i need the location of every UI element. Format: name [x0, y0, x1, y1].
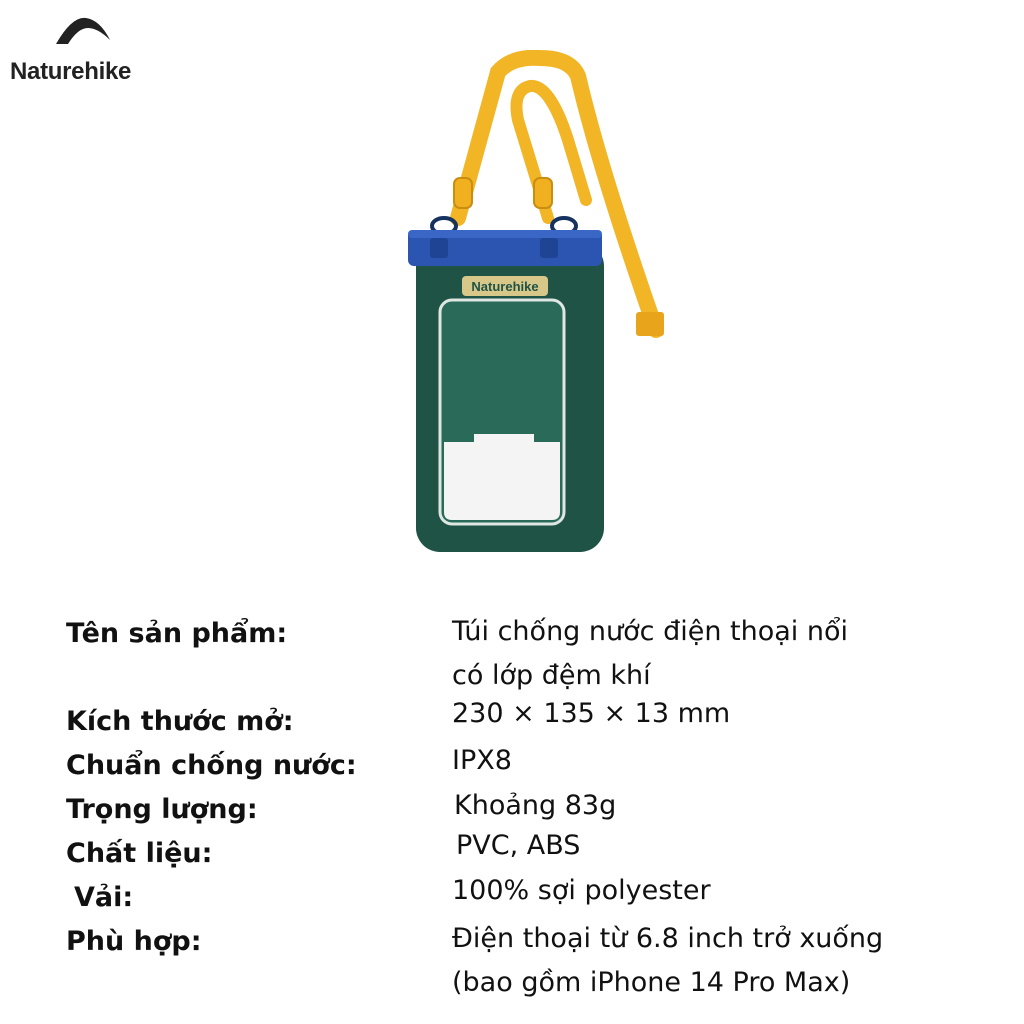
spec-value-name-line2: có lớp đệm khí: [452, 660, 651, 691]
brand-logo-text: Naturehike: [10, 58, 132, 85]
pouch-window: [440, 300, 564, 524]
spec-label-weight: Trọng lượng:: [66, 794, 258, 825]
spec-value-compatible-line2: (bao gồm iPhone 14 Pro Max): [452, 967, 851, 998]
top-seal-clip: [408, 230, 602, 266]
spec-label-compatible: Phù hợp:: [66, 926, 202, 957]
product-image: [400, 50, 680, 560]
spec-label-material: Chất liệu:: [66, 838, 213, 869]
spec-value-waterproof: IPX8: [452, 745, 512, 776]
spec-value-size: 230 × 135 × 13 mm: [452, 698, 731, 729]
spec-label-name: Tên sản phẩm:: [66, 618, 288, 649]
mountain-arc-icon: [54, 14, 112, 46]
spec-value-weight: Khoảng 83g: [454, 790, 617, 821]
spec-value-fabric: 100% sợi polyester: [452, 875, 711, 906]
brand-logo: [10, 14, 150, 85]
pouch-logo-text: Naturehike: [471, 279, 539, 294]
spec-value-compatible-line1: Điện thoại từ 6.8 inch trở xuống: [452, 923, 884, 954]
spec-value-material: PVC, ABS: [456, 830, 581, 861]
spec-label-fabric: Vải:: [74, 882, 134, 913]
spec-value-name-line1: Túi chống nước điện thoại nổi: [452, 616, 848, 647]
spec-label-waterproof: Chuẩn chống nước:: [66, 750, 357, 781]
spec-label-size: Kích thước mở:: [66, 706, 294, 737]
